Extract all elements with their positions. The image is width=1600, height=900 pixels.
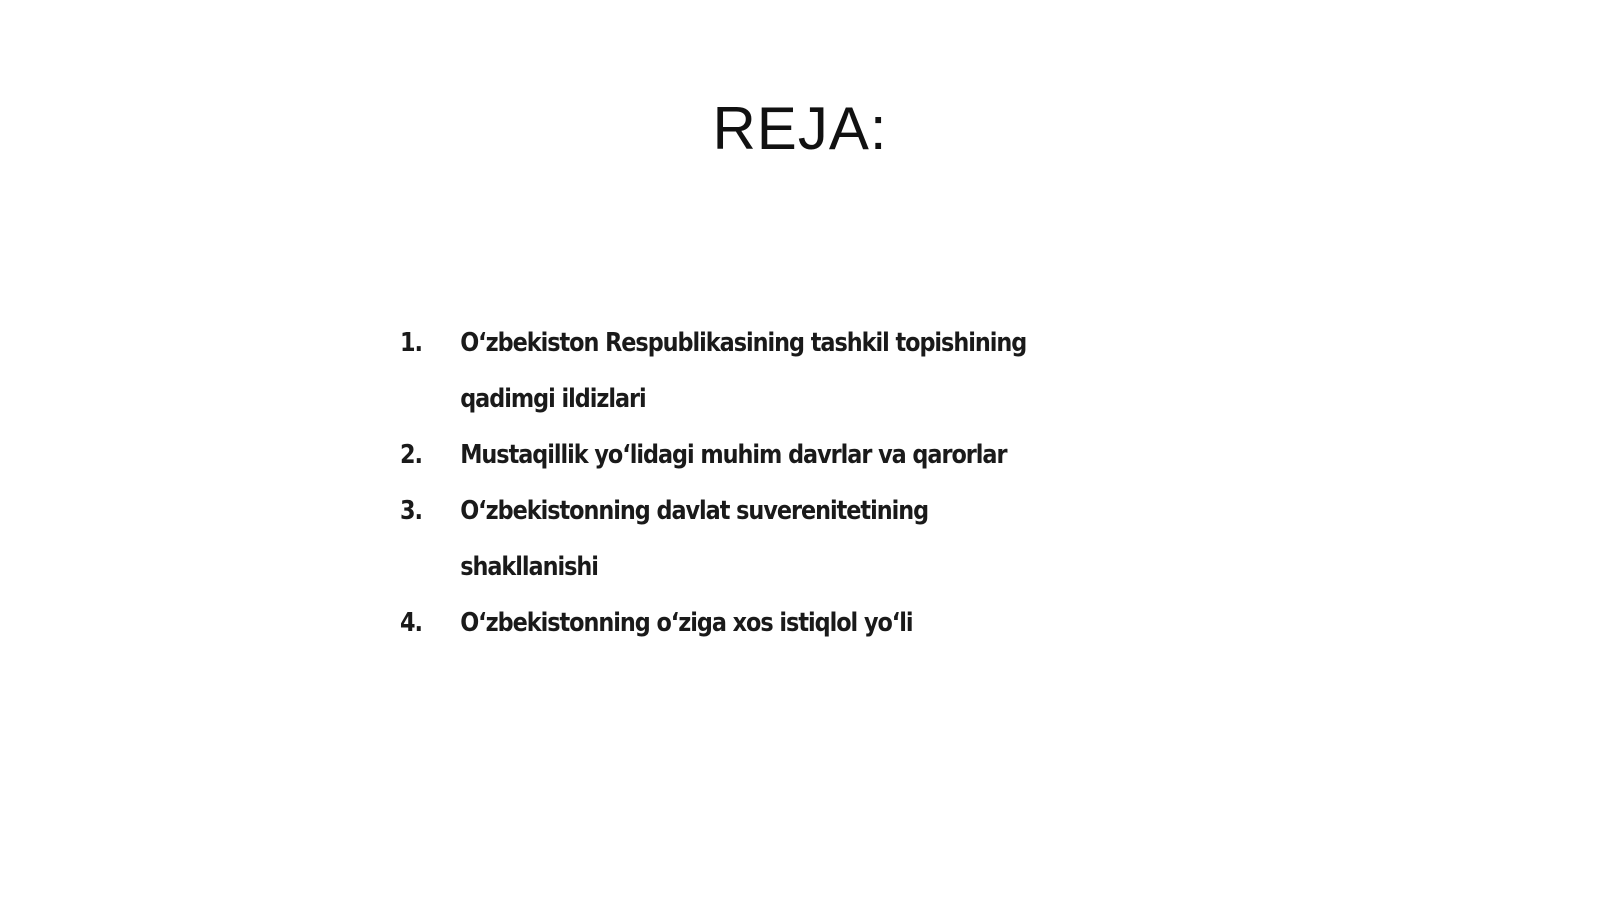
plan-item-text: O‘zbekistonning o‘ziga xos istiqlol yo‘li (460, 608, 913, 638)
plan-item-number: 1. (400, 328, 422, 358)
plan-item-text: O‘zbekiston Respublikasining tashkil topishining qadimgi ildizlari (460, 328, 1027, 414)
slide-title: REJA: (712, 95, 888, 162)
plan-item-number: 3. (400, 496, 422, 526)
plan-item-3 (400, 483, 1071, 595)
plan-item-4 (400, 595, 1071, 651)
plan-item-text: Mustaqillik yo‘lidagi muhim davrlar va qarorlar (460, 440, 1007, 470)
plan-item-2 (400, 427, 1071, 483)
plan-item-number: 2. (400, 440, 422, 470)
plan-item-text: O‘zbekistonning davlat suverenitetining shakllanishi (460, 496, 929, 582)
plan-list (400, 315, 1180, 651)
plan-item-1 (400, 315, 1071, 427)
plan-item-number: 4. (400, 608, 422, 638)
